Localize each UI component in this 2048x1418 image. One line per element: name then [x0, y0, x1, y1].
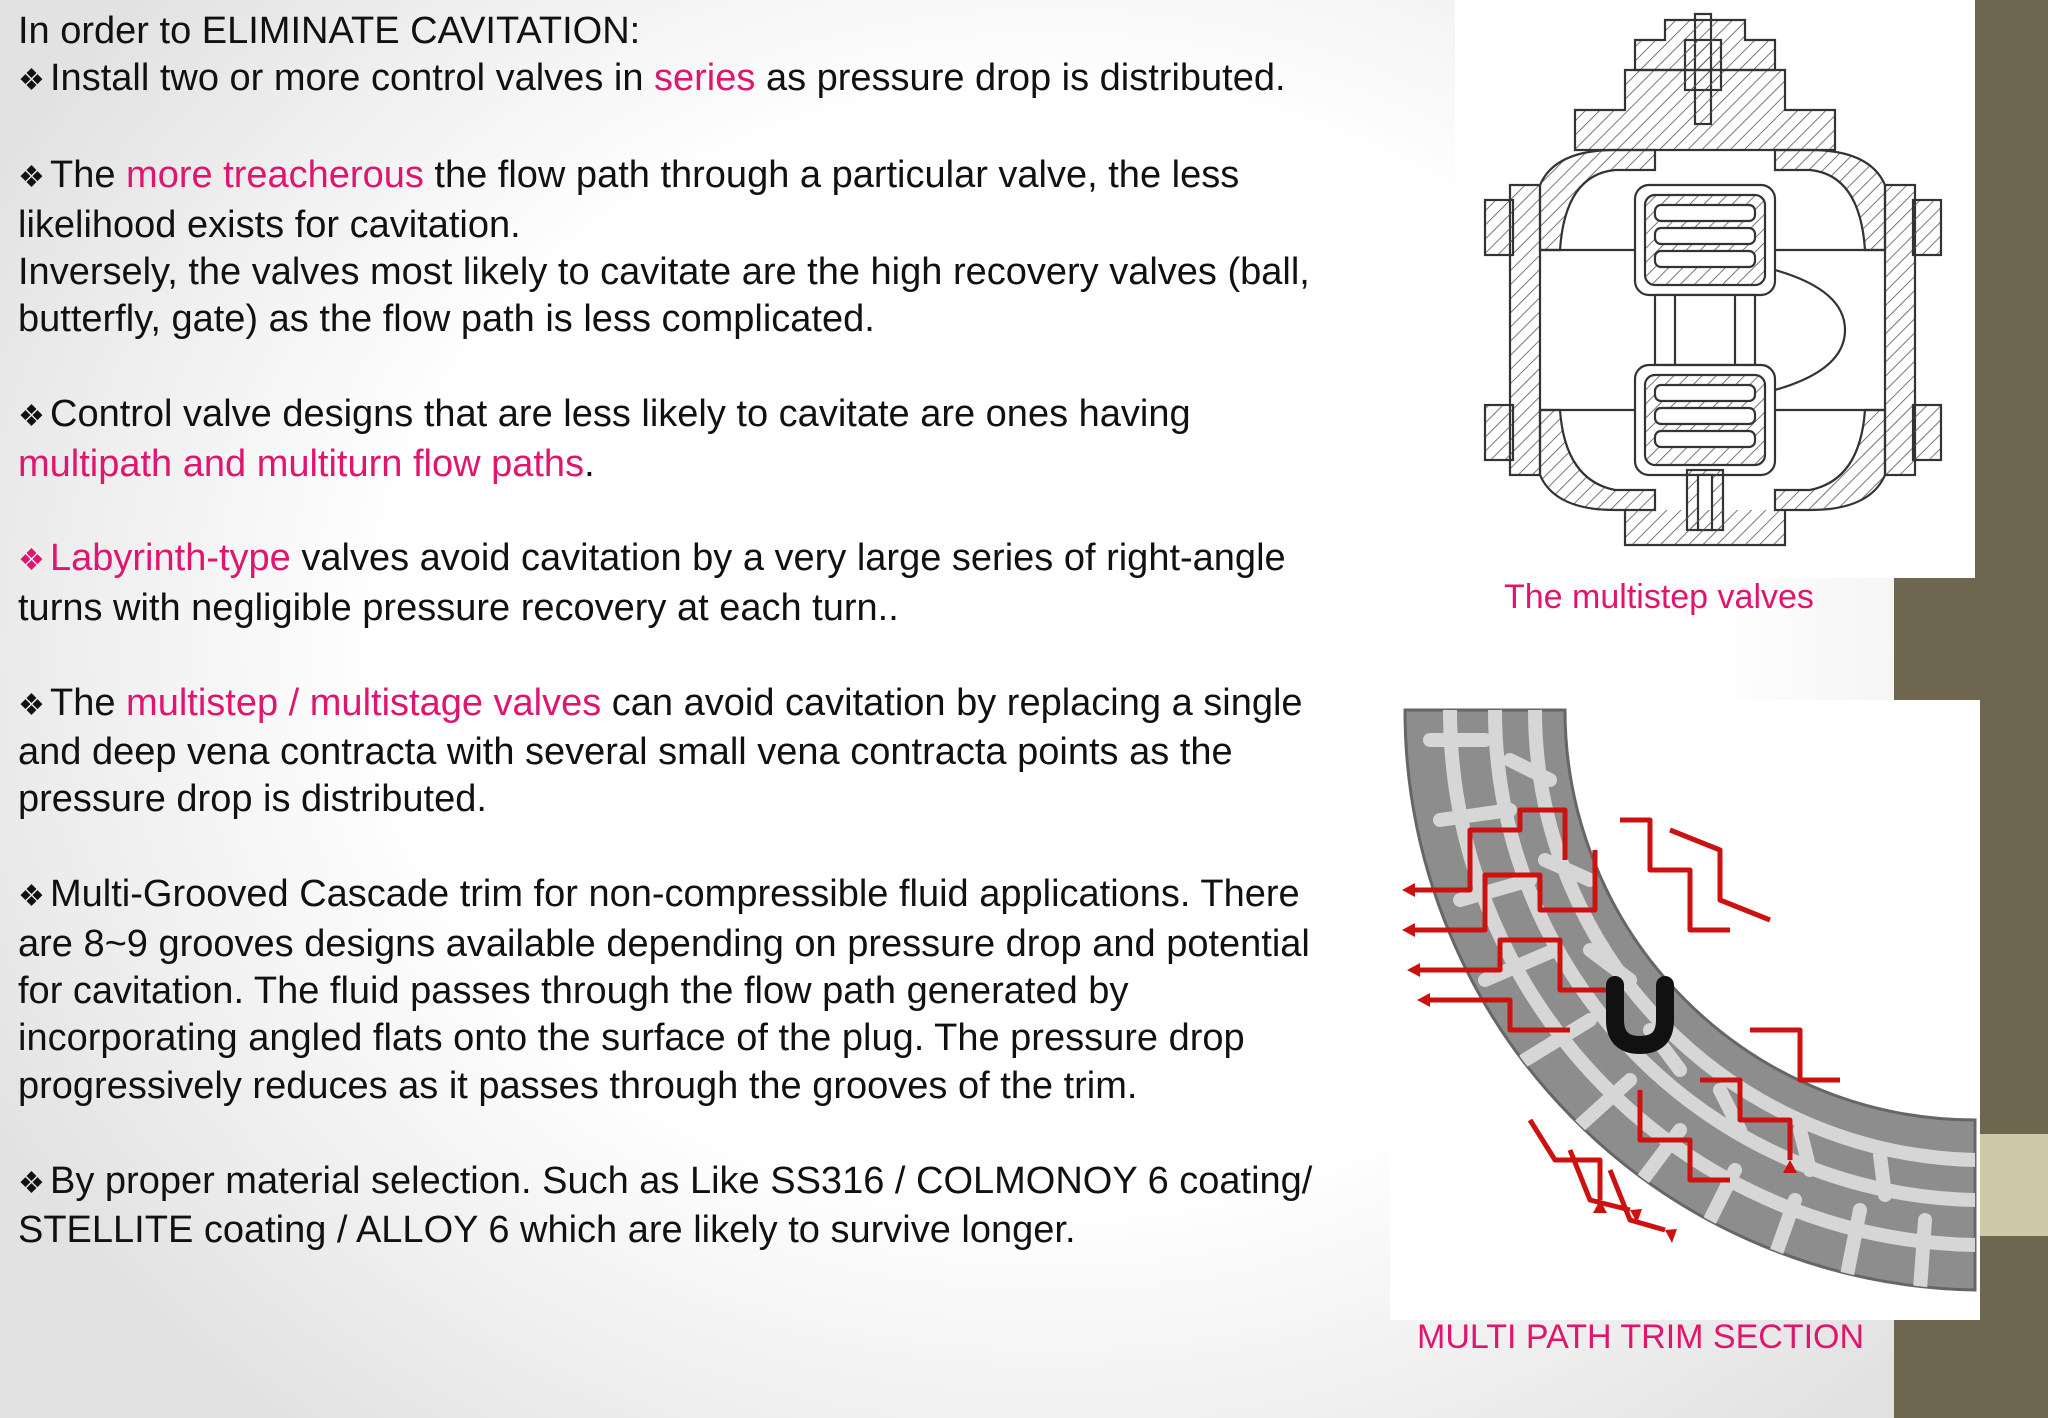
caption-multistep-valves: The multistep valves [1504, 578, 1814, 616]
text-line: Inversely, the valves most likely to cavitate are the high recovery valves (ball, [18, 251, 1310, 294]
text-line: and deep vena contracta with several small vena contracta points as the [18, 731, 1233, 774]
bullet-icon: ❖ [18, 1166, 45, 1200]
bullet-icon: ❖ [18, 880, 45, 914]
valve-drawing [1455, 0, 1975, 578]
trim-drawing [1390, 700, 1980, 1320]
bullet-series: ❖ Install two or more control valves in series as pressure drop is distributed. [18, 55, 1398, 104]
text-line: butterfly, gate) as the flow path is less complicated. [18, 298, 875, 341]
slide-body [18, 8, 1398, 1254]
highlight-labyrinth: Labyrinth-type [50, 537, 291, 580]
text-line: STELLITE coating / ALLOY 6 which are likely to survive longer. [18, 1209, 1076, 1252]
text-line: pressure drop is distributed. [18, 778, 487, 821]
highlight-multipath: multipath and multiturn flow paths [18, 442, 585, 485]
bullet-treacherous: ❖ The more treacherous the flow path through a particular valve, the less [18, 152, 1398, 201]
bullet-cascade: ❖ Multi-Grooved Cascade trim for non-compressible fluid applications. There [18, 871, 1398, 920]
bullet-icon: ❖ [18, 400, 45, 434]
text-line: for cavitation. The fluid passes through the flow path generated by [18, 970, 1129, 1013]
bullet-icon: ❖ [18, 64, 45, 98]
bullet-icon: ❖ [18, 544, 45, 578]
bullet-labyrinth: ❖ Labyrinth-type valves avoid cavitation by a very large series of right-angle [18, 535, 1398, 584]
text-line: multipath and multiturn flow paths. [18, 442, 595, 485]
multi-path-trim-figure [1390, 700, 1980, 1320]
bullet-icon: ❖ [18, 688, 45, 722]
highlight-more-treacherous: more treacherous [126, 154, 424, 197]
text-line: are 8~9 grooves designs available depending on pressure drop and potential [18, 922, 1310, 965]
text-line: likelihood exists for cavitation. [18, 203, 521, 246]
text-line: turns with negligible pressure recovery at each turn.. [18, 586, 899, 629]
multistep-valve-figure [1455, 0, 1975, 578]
bullet-material: ❖ By proper material selection. Such as Like SS316 / COLMONOY 6 coating/ [18, 1158, 1398, 1207]
bullet-multipath: ❖ Control valve designs that are less likely to cavitate are ones having [18, 391, 1398, 440]
highlight-series: series [654, 57, 756, 100]
bullet-multistep: ❖ The multistep / multistage valves can avoid cavitation by replacing a single [18, 680, 1398, 729]
text-line: progressively reduces as it passes through the grooves of the trim. [18, 1064, 1138, 1107]
caption-multi-path-trim: MULTI PATH TRIM SECTION [1417, 1318, 1865, 1356]
highlight-multistep: multistep / multistage valves [126, 681, 602, 724]
sidebar-accent [1975, 1134, 2048, 1236]
bullet-icon: ❖ [18, 161, 45, 195]
text-line: incorporating angled flats onto the surface of the plug. The pressure drop [18, 1017, 1245, 1060]
intro-line: In order to ELIMINATE CAVITATION: [18, 10, 641, 52]
